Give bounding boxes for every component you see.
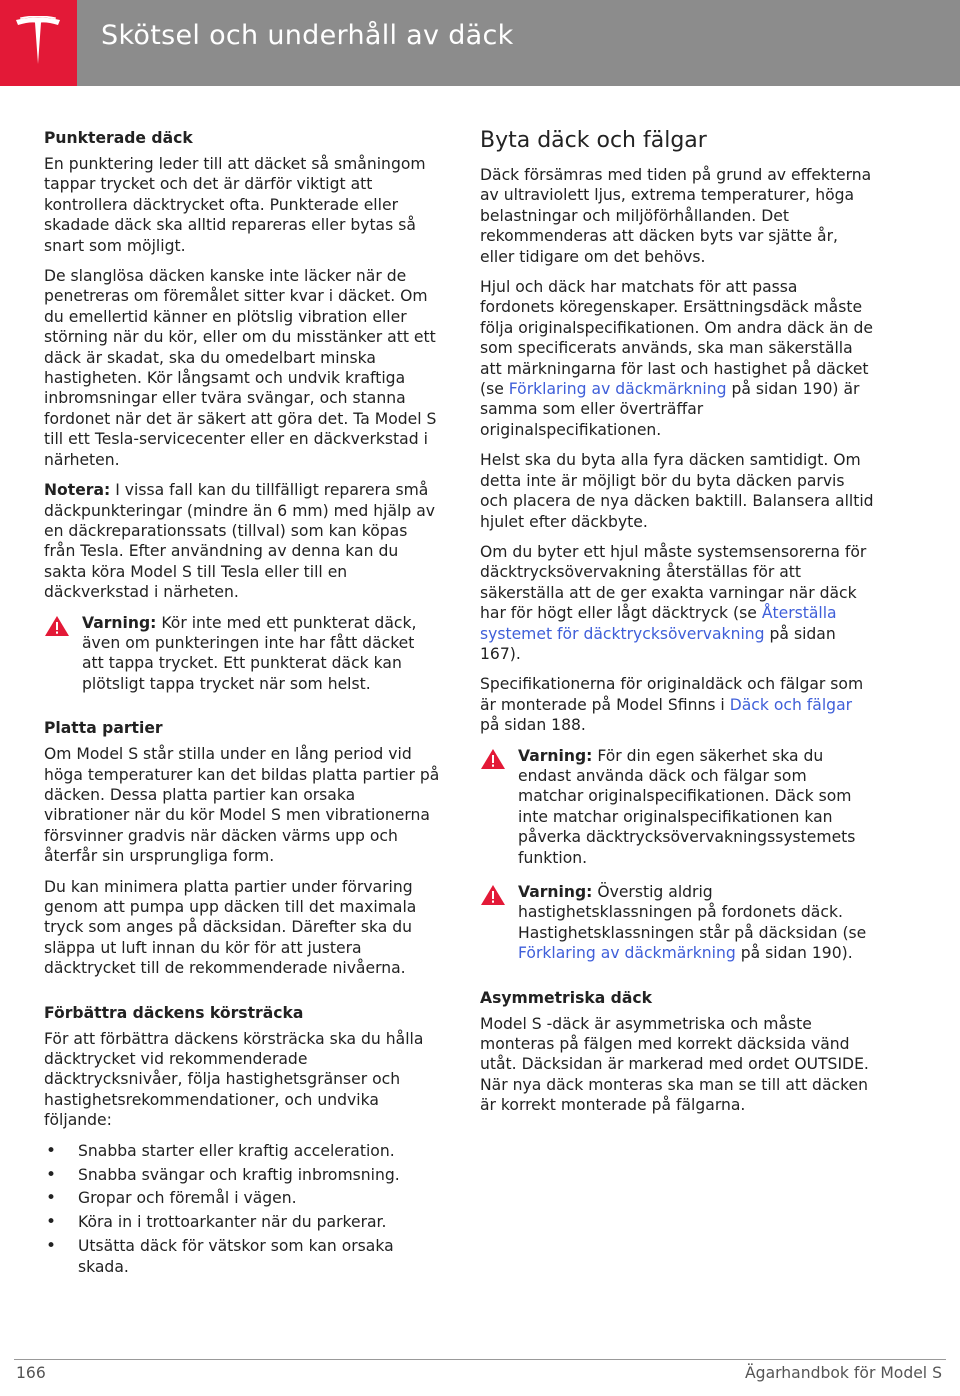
paragraph: De slanglösa däcken kanske inte läcker när de penetreras om föremålet sitter kvar i däcket. Om du emellertid känner en plötslig vibration eller störning när du kör, eller om du misstänker att ett däck är skadat, ska du omedelbart minska hastigheten. Kör långsamt och undvik kraftiga inbromsningar eller tvära svängar, och stanna fordonet när det är säkert att göra det. Ta Model S till ett Tesla-servicecenter eller en däckverkstad i närheten.	[44, 267, 437, 469]
text: på sidan 188.	[480, 716, 586, 735]
link-reset-tpms[interactable]: Återställa systemet för däcktrycksövervakning	[480, 604, 837, 643]
section-title-flat-spots: Platta partier	[44, 719, 163, 738]
text: Specifikationerna för originaldäck och fälgar som är monterade på Model Sfinns i	[480, 675, 864, 714]
section-heading-tire-change: Byta däck och fälgar	[480, 128, 707, 153]
warning-body: För din egen säkerhet ska du endast använda däck och fälgar som matchar originalspecifikationen. Däck som inte matchar originalspecifikationen kan påverka däcktrycksövervakningssystemets funktion.	[518, 746, 856, 867]
text: på sidan 167).	[480, 624, 836, 663]
list-item: • Köra in i trottoarkanter när du parkerar.	[44, 1212, 440, 1232]
list-item: • Gropar och föremål i vägen.	[44, 1188, 440, 1208]
warning-icon	[480, 882, 518, 964]
paragraph: Model S -däck är asymmetriska och måste monteras på fälgen med korrekt däcksida vänd utåt. Däcksidan är markerad med ordet OUTSIDE. När nya däck monteras ska man se till att däcken är korrekt monterade på fälgarna.	[480, 1014, 869, 1115]
left-column	[44, 128, 440, 1281]
page-number: 166	[16, 1364, 46, 1382]
bullet-list	[44, 1141, 440, 1277]
warning-body: Överstig aldrig hastighetsklassningen på fordonets däck. Hastighetsklassningen står på däcksidan (se	[518, 883, 867, 942]
paragraph: En punktering leder till att däcket så småningom tappar trycket och det är därför viktigt att kontrollera däcktrycket ofta. Punkterade eller skadade däck ska alltid repareras eller bytas så snart som möjligt.	[44, 155, 426, 255]
note-text: I vissa fall kan du tillfälligt reparera små däckpunkteringar (mindre än 6 mm) med hjälp av en däckreparationssats (tillval) som kan köpas från Tesla. Efter användning av denna kan du sakta köra Model S till Tesla eller till en däckverkstad i närheten.	[44, 481, 435, 602]
list-item: • Snabba starter eller kraftig acceleration.	[44, 1141, 440, 1161]
warning-icon	[480, 746, 518, 868]
section-title-mileage: Förbättra däckens körsträcka	[44, 1003, 304, 1022]
warning-body: på sidan 190).	[735, 944, 853, 963]
warning-icon	[44, 613, 82, 695]
footer-divider	[14, 1359, 946, 1360]
right-column	[480, 128, 876, 1126]
warning-box	[480, 882, 876, 964]
logo-box	[0, 0, 77, 86]
note-label: Notera:	[44, 481, 111, 500]
list-item: • Snabba svängar och kraftig inbromsning.	[44, 1165, 440, 1185]
paragraph: Helst ska du byta alla fyra däcken samtidigt. Om detta inte är möjligt bör du byta däcken parvis och placera de nya däcken baktill. Balansera alltid hjulet efter däckbyte.	[480, 451, 874, 531]
text: på sidan 190) är samma som eller överträffar originalspecifikationen.	[480, 380, 860, 439]
warning-body: Kör inte med ett punkterat däck, även om punkteringen inte har fått däcket att tappa trycket. Ett punkterat däck kan plötsligt tappa trycket när som helst.	[82, 613, 417, 693]
list-item: • Utsätta däck för vätskor som kan orsaka skada.	[44, 1236, 440, 1277]
paragraph	[480, 542, 876, 664]
paragraph: Du kan minimera platta partier under förvaring genom att pumpa upp däcken till det maximala tryck som anges på däcksidan. Därefter ska du släppa ut luft innan du kör för att justera däcktrycket till de rekommenderade nivåerna.	[44, 877, 417, 978]
link-tire-marking-2[interactable]: Förklaring av däckmärkning	[518, 944, 736, 963]
warning-text	[518, 882, 876, 964]
text: Hjul och däck har matchats för att passa fordonets köregenskaper. Ersättningsdäck måste följa originalspecifikationen. Om andra däck än de som specificerats används, ska man säkerställa att märkningarna för last och hastighet på däcket (se	[480, 278, 873, 399]
warning-label: Varning:	[518, 746, 593, 765]
warning-text	[82, 613, 440, 695]
paragraph	[480, 277, 876, 440]
warning-box	[480, 746, 876, 868]
text: Om du byter ett hjul måste systemsensorerna för däcktrycksövervakning återställas för att säkerställa att de ger exakta varningar när däck har för högt eller lågt däcktryck (se	[480, 542, 867, 623]
manual-title: Ägarhandbok för Model S	[745, 1364, 942, 1382]
warning-box	[44, 613, 440, 695]
header-bar	[0, 0, 960, 86]
paragraph: Däck försämras med tiden på grund av effekterna av ultraviolett ljus, extrema temperaturer, höga belastningar och miljöförhållanden. Det rekommenderas att däcken byts var sjätte år, eller tidigare om det behövs.	[480, 166, 872, 266]
section-title-asymmetric: Asymmetriska däck	[480, 988, 652, 1007]
page-title: Skötsel och underhåll av däck	[101, 20, 514, 51]
paragraph	[480, 674, 876, 735]
warning-text	[518, 746, 876, 868]
tesla-logo-icon	[14, 16, 62, 68]
paragraph: För att förbättra däckens körsträcka ska du hålla däcktrycket vid rekommenderade däcktrycksnivåer, följa hastighetsgränser och hastighetsrekommendationer, och undvika följande:	[44, 1029, 424, 1130]
paragraph: Om Model S står stilla under en lång period vid höga temperaturer kan det bildas platta partier på däcken. Dessa platta partier kan orsaka vibrationer när du kör Model S men vibrationerna försvinner gradvis när däcken värms upp och återfår sin ursprungliga form.	[44, 745, 440, 866]
note-paragraph	[44, 480, 440, 602]
section-title-punctured: Punkterade däck	[44, 129, 193, 147]
warning-label: Varning:	[518, 883, 593, 901]
warning-label: Varning:	[82, 613, 157, 632]
link-wheels-tires[interactable]: Däck och fälgar	[729, 695, 853, 714]
link-tire-marking[interactable]: Förklaring av däckmärkning	[508, 380, 727, 399]
